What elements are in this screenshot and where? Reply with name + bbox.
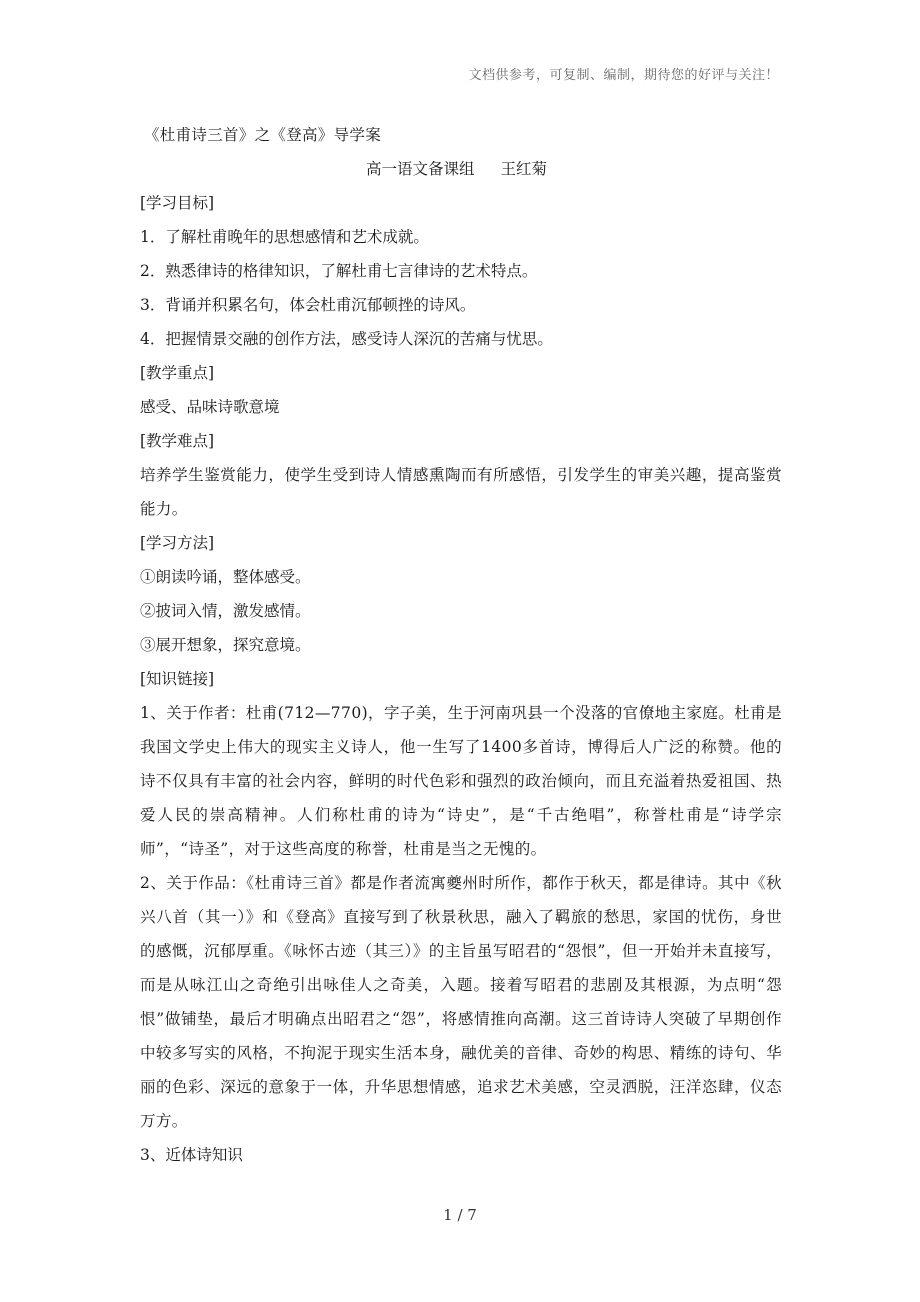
goals-heading: [学习目标]	[140, 194, 215, 212]
method-heading: [学习方法]	[140, 534, 215, 552]
goal-item-3: 3．背诵并积累名句，体会杜甫沉郁顿挫的诗风。	[140, 296, 476, 314]
document-body	[140, 118, 782, 1172]
goal-item-4: 4．把握情景交融的创作方法，感受诗人深沉的苦痛与忧思。	[140, 330, 553, 348]
focus-heading: [教学重点]	[140, 364, 215, 382]
link-poetry-heading: 3、近体诗知识	[140, 1146, 243, 1164]
goal-item-1: 1．了解杜甫晚年的思想感情和艺术成就。	[140, 228, 429, 246]
method-item-3: ③展开想象，探究意境。	[140, 636, 311, 654]
difficulty-text: 培养学生鉴赏能力，使学生受到诗人情感熏陶而有所感悟，引发学生的审美兴趣，提高鉴赏能力。	[140, 466, 782, 518]
difficulty-heading: [教学难点]	[140, 432, 215, 450]
document-title: 《杜甫诗三首》之《登高》导学案	[144, 126, 382, 144]
link-works-paragraph: 2、关于作品：《杜甫诗三首》都是作者流寓夔州时所作，都作于秋天，都是律诗。其中《秋兴八首（其一）》和《登高》直接写到了秋景秋思，融入了羁旅的愁思，家国的忧伤，身世的感慨，沉郁厚重。《咏怀古迹（其三）》的主旨虽写昭君的“怨恨”，但一开始并未直接写，而是从咏江山之奇绝引出咏佳人之奇美，入题。接着写昭君的悲剧及其根源，为点明“怨恨”做铺垫，最后才明确点出昭君之“怨”，将感情推向高潮。这三首诗诗人突破了早期创作中较多写实的风格，不拘泥于现实生活本身，融优美的音律、奇妙的构思、精练的诗句、华丽的色彩、深远的意象于一体，升华思想情感，追求艺术美感，空灵洒脱，汪洋恣肆，仪态万方。	[140, 874, 782, 1130]
page-number: 1 / 7	[443, 1206, 477, 1224]
header-note: 文档供参考，可复制、编制，期待您的好评与关注！	[468, 68, 779, 83]
link-author-paragraph: 1、关于作者：杜甫(712—770)，字子美，生于河南巩县一个没落的官僚地主家庭。杜甫是我国文学史上伟大的现实主义诗人，他一生写了1400多首诗，博得后人广泛的称赞。他的诗不仅具有丰富的社会内容，鲜明的时代色彩和强烈的政治倾向，而且充溢着热爱祖国、热爱人民的崇高精神。人们称杜甫的诗为“诗史”，是“千古绝唱”，称誉杜甫是“诗学宗师”，“诗圣”，对于这些高度的称誉，杜甫是当之无愧的。	[140, 704, 782, 858]
links-heading: [知识链接]	[140, 670, 215, 688]
byline-author: 王红菊	[500, 160, 548, 178]
method-item-1: ①朗读吟诵，整体感受。	[140, 568, 311, 586]
byline-group: 高一语文备课组	[366, 160, 475, 178]
goal-item-2: 2．熟悉律诗的格律知识，了解杜甫七言律诗的艺术特点。	[140, 262, 538, 280]
byline	[140, 152, 782, 186]
method-item-2: ②披词入情，激发感情。	[140, 602, 311, 620]
focus-text: 感受、品味诗歌意境	[140, 398, 280, 416]
